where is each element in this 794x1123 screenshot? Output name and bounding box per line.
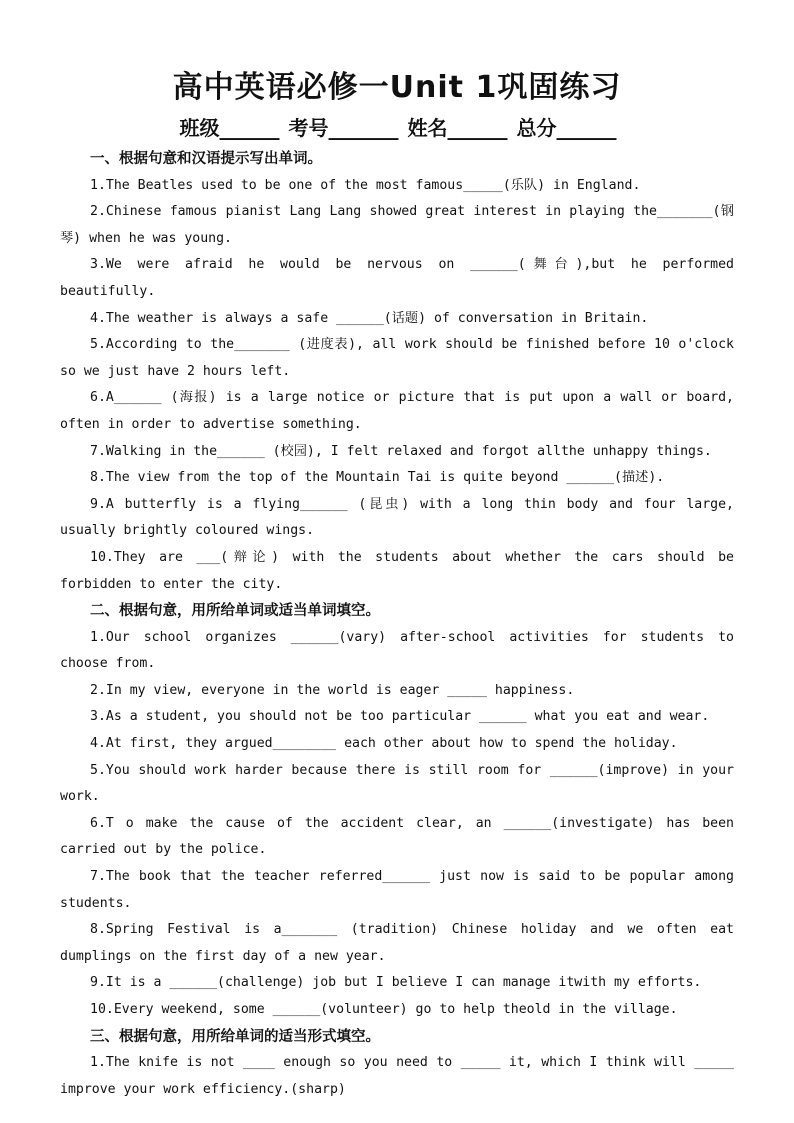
class-label: 班级______ bbox=[179, 116, 280, 140]
question-1-3: 3.We were afraid he would be nervous on ______(舞台),but he performed beautifully. bbox=[60, 257, 734, 299]
number-label: 考号_______ bbox=[288, 116, 399, 140]
question-1-9: 9.A butterfly is a flying______ (昆虫) with a long thin body and four large, usually brightly coloured wings. bbox=[60, 496, 734, 539]
question-1-4: 4.The weather is always a safe ______(话题) of conversation in Britain. bbox=[90, 310, 649, 326]
question-1-1: 1.The Beatles used to be one of the most famous_____(乐队) in England. bbox=[90, 177, 641, 193]
question-2-7: 7.The book that the teacher referred______ just now is said to be popular among students. bbox=[60, 869, 734, 911]
section-heading-3: 三、根据句意，用所给单词的适当形式填空。 bbox=[90, 1028, 380, 1045]
question-2-10: 10.Every weekend, some ______(volunteer) go to help theold in the village. bbox=[90, 1002, 678, 1017]
question-2-6: 6.T o make the cause of the accident clear, an ______(investigate) has been carried out by the police. bbox=[60, 815, 734, 858]
question-1-2: 2.Chinese famous pianist Lang Lang showed great interest in playing the_______(钢琴) when he was young. bbox=[60, 204, 734, 246]
question-2-8: 8.Spring Festival is a_______ (tradition) Chinese holiday and we often eat dumplings on the first day of a new year. bbox=[60, 922, 734, 964]
exercise-content bbox=[60, 146, 734, 1103]
student-info-line bbox=[0, 112, 794, 141]
question-2-3: 3.As a student, you should not be too particular ______ what you eat and wear. bbox=[90, 709, 710, 725]
question-2-2: 2.In my view, everyone in the world is eager _____ happiness. bbox=[90, 682, 575, 698]
question-2-9: 9.It is a ______(challenge) job but I believe I can manage itwith my efforts. bbox=[90, 975, 702, 991]
question-2-5: 5.You should work harder because there is still room for ______(improve) in your work. bbox=[60, 762, 734, 805]
question-1-5: 5.According to the_______ (进度表), all work should be finished before 10 o'clock so we just have 2 hours left. bbox=[60, 337, 734, 379]
score-label: 总分______ bbox=[516, 116, 617, 140]
question-3-1: 1.The knife is not ____ enough so you need to _____ it, which I think will _____ improve your work efficiency.(sharp) bbox=[60, 1055, 734, 1097]
question-2-1: 1.Our school organizes ______(vary) after-school activities for students to choose from. bbox=[60, 629, 734, 672]
question-1-8: 8.The view from the top of the Mountain Tai is quite beyond ______(描述). bbox=[90, 470, 665, 486]
question-2-4: 4.At first, they argued________ each other about how to spend the holiday. bbox=[90, 736, 678, 752]
section-heading-1: 一、根据句意和汉语提示写出单词。 bbox=[90, 151, 322, 167]
question-1-7: 7.Walking in the______ (校园), I felt relaxed and forgot allthe unhappy things. bbox=[90, 443, 712, 459]
question-1-10: 10.They are ___(辩论) with the students about whether the cars should be forbidden to enter the city. bbox=[60, 549, 734, 592]
name-label: 姓名______ bbox=[407, 116, 508, 140]
question-1-6: 6.A______ (海报) is a large notice or picture that is put upon a wall or board, often in order to advertise something. bbox=[60, 390, 734, 432]
section-heading-2: 二、根据句意，用所给单词或适当单词填空。 bbox=[90, 603, 380, 620]
page-title: 高中英语必修一Unit 1巩固练习 bbox=[172, 70, 622, 105]
